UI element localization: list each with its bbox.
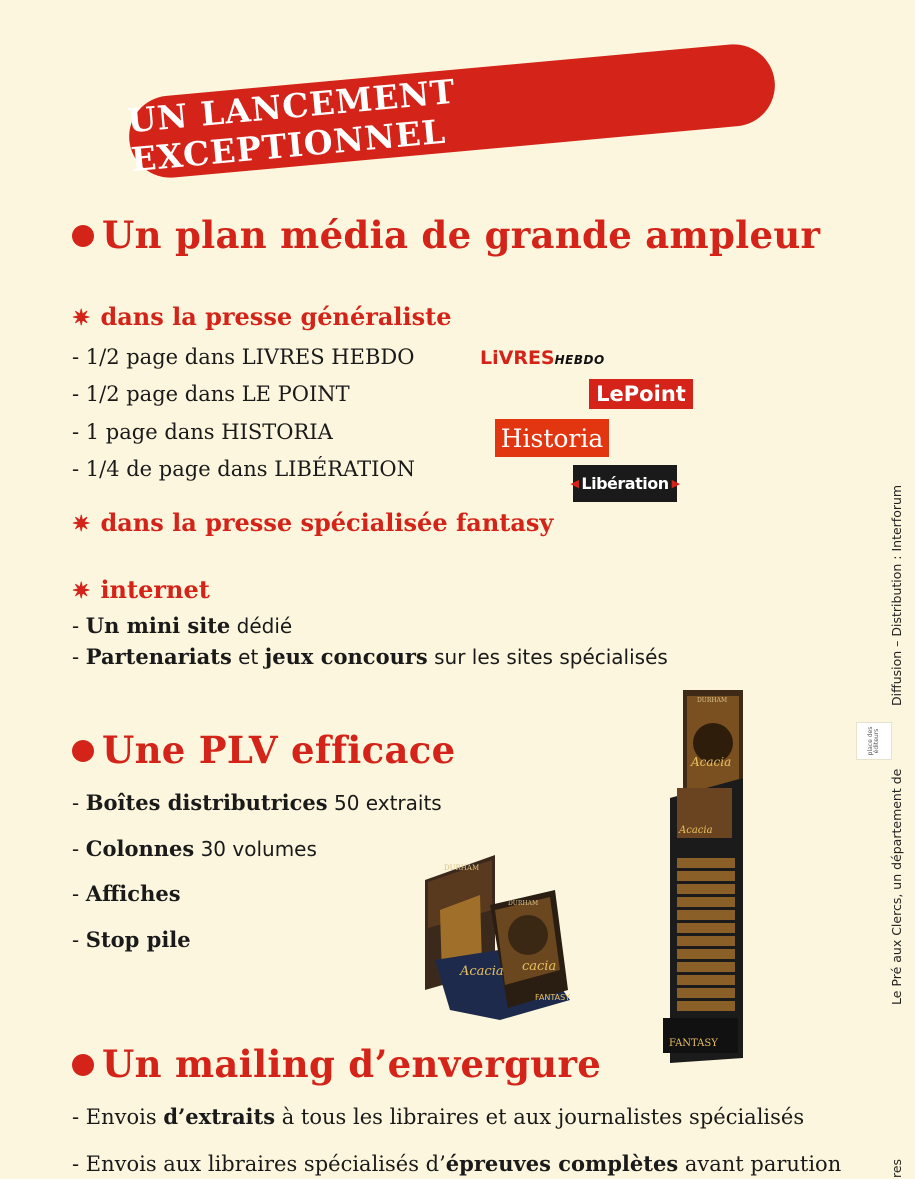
press-general-label: dans la presse généraliste	[100, 302, 452, 331]
bullet-dot-icon	[72, 740, 94, 762]
stop-pile-bold: Stop pile	[85, 927, 191, 952]
press-item-livres-hebdo: - 1/2 page dans LIVRES HEBDO	[72, 345, 415, 369]
bullet-dot-icon	[72, 1054, 94, 1076]
column-base-text: FANTASY	[669, 1038, 718, 1049]
bullet-dot-icon	[72, 225, 94, 247]
column-display-image	[655, 688, 750, 1068]
partnerships-rest: sur les sites spécialisés	[427, 645, 668, 669]
mini-site-rest: dédié	[230, 614, 293, 638]
counter-author-text-2: DURHAM	[508, 900, 539, 907]
mailing-line2-b: avant parution	[678, 1152, 842, 1176]
mailing-line1-bold: d’extraits	[163, 1104, 276, 1129]
internet-heading	[72, 575, 210, 604]
press-general-heading	[72, 302, 452, 331]
star-bullet-icon: ✷	[72, 578, 91, 604]
livres-hebdo-logo	[480, 347, 605, 369]
mini-site-bold: Un mini site	[85, 613, 231, 638]
internet-label: internet	[100, 575, 210, 604]
banner-text: UN LANCEMENT EXCEPTIONNEL	[125, 71, 458, 180]
plv-item-boites: - Boîtes distributrices 50 extraits	[72, 790, 442, 815]
mailing-item-extracts	[72, 1104, 804, 1129]
boites-rest: 50 extraits	[327, 791, 442, 815]
press-item-historia: - 1 page dans HISTORIA	[72, 420, 333, 444]
media-plan-heading	[72, 213, 820, 257]
column-author-text: DURHAM	[697, 697, 728, 704]
plv-heading	[72, 728, 455, 772]
counter-title-text-2: cacia	[522, 959, 557, 974]
affiches-bold: Affiches	[85, 881, 181, 906]
liberation-logo: ◀ Libération ▶	[573, 465, 677, 502]
counter-author-text: DURHAM	[444, 864, 480, 872]
historia-logo: Historia	[495, 419, 609, 457]
colonnes-rest: 30 volumes	[194, 837, 317, 861]
counter-title-text: Acacia	[460, 964, 504, 979]
press-item-liberation: - 1/4 de page dans LIBÉRATION	[72, 457, 415, 481]
le-point-logo: LePoint	[589, 379, 693, 409]
plv-item-stop-pile: - Stop pile	[72, 927, 191, 952]
mailing-line1-a: - Envois	[72, 1105, 164, 1129]
counter-display-image	[420, 850, 580, 1025]
mailing-item-proofs	[72, 1151, 841, 1176]
mailing-title: Un mailing d’envergure	[102, 1042, 602, 1086]
plv-item-affiches: - Affiches	[72, 881, 181, 906]
press-fantasy-label: dans la presse spécialisée fantasy	[100, 508, 554, 537]
side-distribution-text: Diffusion – Distribution : Interforum	[889, 484, 904, 706]
side-publisher-text: Le Pré aux Clercs, un département de	[889, 768, 904, 1005]
side-bottom-fragment: res	[889, 1158, 904, 1178]
plv-title: Une PLV efficace	[102, 728, 456, 772]
star-bullet-icon: ✷	[72, 511, 91, 537]
counter-base-text: FANTASY	[535, 993, 571, 1002]
press-fantasy-heading	[72, 508, 553, 537]
mailing-line2-bold: épreuves complètes	[445, 1151, 679, 1176]
hebdo-logo-text: HEBDO	[554, 353, 605, 367]
column-title-text: Acacia	[691, 755, 732, 769]
plv-item-colonnes: - Colonnes 30 volumes	[72, 836, 317, 861]
livres-logo-text: LiVRES	[480, 347, 555, 369]
internet-item-partnerships: - Partenariats et jeux concours sur les sites spécialisés	[72, 644, 668, 669]
column-title-text-2: Acacia	[679, 825, 713, 836]
internet-item-mini-site: - Un mini site dédié	[72, 613, 293, 638]
contests-bold: jeux concours	[264, 644, 428, 669]
colonnes-bold: Colonnes	[85, 836, 195, 861]
star-bullet-icon: ✷	[72, 305, 91, 331]
mailing-heading	[72, 1042, 601, 1086]
media-plan-title: Un plan média de grande ampleur	[102, 213, 821, 257]
mailing-line1-b: à tous les libraires et aux journalistes spécialisés	[275, 1105, 805, 1129]
partnerships-bold: Partenariats	[85, 644, 232, 669]
mailing-line2-a: - Envois aux libraires spécialisés d’	[72, 1152, 446, 1176]
publisher-logo-text: place des éditeurs	[867, 726, 880, 756]
launch-banner	[126, 41, 779, 181]
liberation-logo-text: Libération	[581, 474, 669, 493]
press-item-le-point: - 1/2 page dans LE POINT	[72, 382, 350, 406]
place-des-editeurs-logo	[856, 722, 892, 760]
partnerships-mid: et	[231, 645, 265, 669]
boites-bold: Boîtes distributrices	[85, 790, 328, 815]
